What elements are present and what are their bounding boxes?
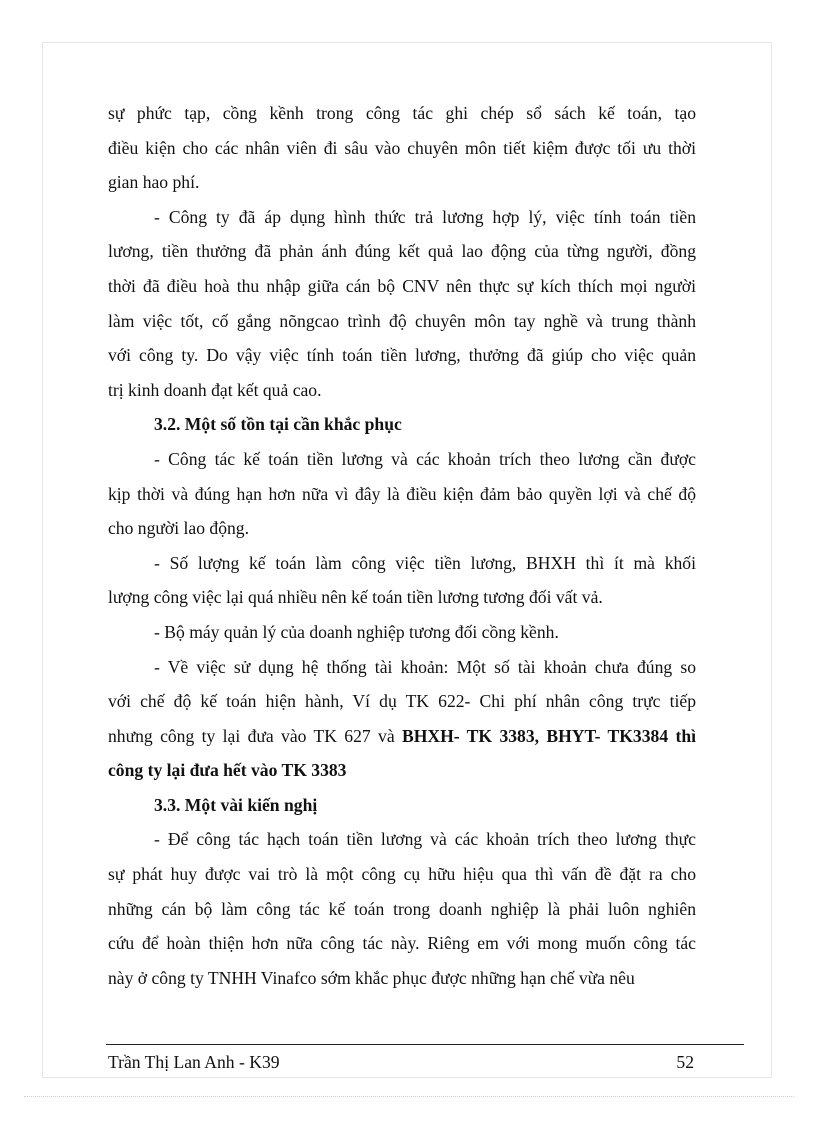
section-heading-3-2: 3.2. Một số tồn tại cần khắc phục bbox=[154, 414, 402, 435]
text-line: trị kinh doanh đạt kết quả cao. bbox=[108, 379, 322, 400]
text-line: này ở công ty TNHH Vinafco sớm khắc phục được những hạn chế vừa nêu bbox=[108, 967, 635, 988]
text-line: với chế độ kế toán hiện hành, Ví dụ TK 622- Chi phí nhân công trực tiếp bbox=[108, 691, 696, 712]
text-line bbox=[108, 753, 696, 788]
text-line: - Số lượng kế toán làm công việc tiền lương, BHXH thì ít mà khối bbox=[154, 552, 696, 573]
text-line: - Công tác kế toán tiền lương và các khoản trích theo lương cần được bbox=[154, 448, 696, 469]
bold-text-run: công ty lại đưa hết vào TK 3383 bbox=[108, 760, 347, 781]
paragraph-3 bbox=[108, 442, 696, 546]
page-bottom-edge bbox=[24, 1096, 794, 1097]
document-body bbox=[108, 96, 696, 995]
text-line: sự phát huy được vai trò là một công cụ hữu hiệu qua thì vấn đề đặt ra cho bbox=[108, 864, 696, 885]
text-line: lương, tiền thưởng đã phản ánh đúng kết quả lao động của từng người, đồng bbox=[108, 241, 696, 262]
text-line: - Bộ máy quản lý của doanh nghiệp tương đối cồng kềnh. bbox=[154, 621, 559, 642]
paragraph-5 bbox=[108, 615, 696, 650]
text-line: - Về việc sử dụng hệ thống tài khoản: Một số tài khoản chưa đúng so bbox=[154, 656, 696, 677]
paragraph-7 bbox=[108, 822, 696, 995]
text-line: cứu để hoàn thiện hơn nữa công tác này. Riêng em với mong muốn công tác bbox=[108, 933, 696, 954]
text-line: thời đã điều hoà thu nhập giữa cán bộ CNV nên thực sự kích thích mọi người bbox=[108, 275, 696, 296]
paragraph-2 bbox=[108, 200, 696, 408]
footer-divider bbox=[106, 1044, 744, 1045]
text-line-mixed bbox=[108, 719, 696, 754]
paragraph-6 bbox=[108, 650, 696, 788]
text-run: nhưng công ty lại đưa vào TK 627 và bbox=[108, 725, 402, 746]
paragraph-4 bbox=[108, 546, 696, 615]
text-line: - Để công tác hạch toán tiền lương và các khoản trích theo lương thực bbox=[154, 829, 696, 850]
page-number: 52 bbox=[676, 1052, 694, 1072]
text-line: kịp thời và đúng hạn hơn nữa vì đây là điều kiện đảm bảo quyền lợi và chế độ bbox=[108, 483, 696, 504]
paragraph-1 bbox=[108, 96, 696, 200]
text-line: - Công ty đã áp dụng hình thức trả lương hợp lý, việc tính toán tiền bbox=[154, 206, 696, 227]
text-line: sự phức tạp, cồng kềnh trong công tác ghi chép sổ sách kế toán, tạo bbox=[108, 103, 696, 123]
text-line: gian hao phí. bbox=[108, 172, 200, 193]
text-line: với công ty. Do vậy việc tính toán tiền lương, thưởng đã giúp cho việc quản bbox=[108, 345, 696, 366]
text-line: những cán bộ làm công tác kế toán trong doanh nghiệp là phải luôn nghiên bbox=[108, 898, 696, 919]
text-line: điều kiện cho các nhân viên đi sâu vào chuyên môn tiết kiệm được tối ưu thời bbox=[108, 137, 696, 158]
text-line: làm việc tốt, cố gắng nõngcao trình độ chuyên môn tay nghề và trung thành bbox=[108, 310, 696, 331]
text-line: cho người lao động. bbox=[108, 518, 249, 539]
section-heading-3-3: 3.3. Một vài kiến nghị bbox=[154, 794, 318, 815]
bold-text-run: BHXH- TK 3383, BHYT- TK3384 thì bbox=[401, 725, 696, 746]
footer-author: Trần Thị Lan Anh - K39 bbox=[108, 1052, 280, 1072]
text-line: lượng công việc lại quá nhiều nên kế toán tiền lương tương đối vất vả. bbox=[108, 587, 603, 608]
